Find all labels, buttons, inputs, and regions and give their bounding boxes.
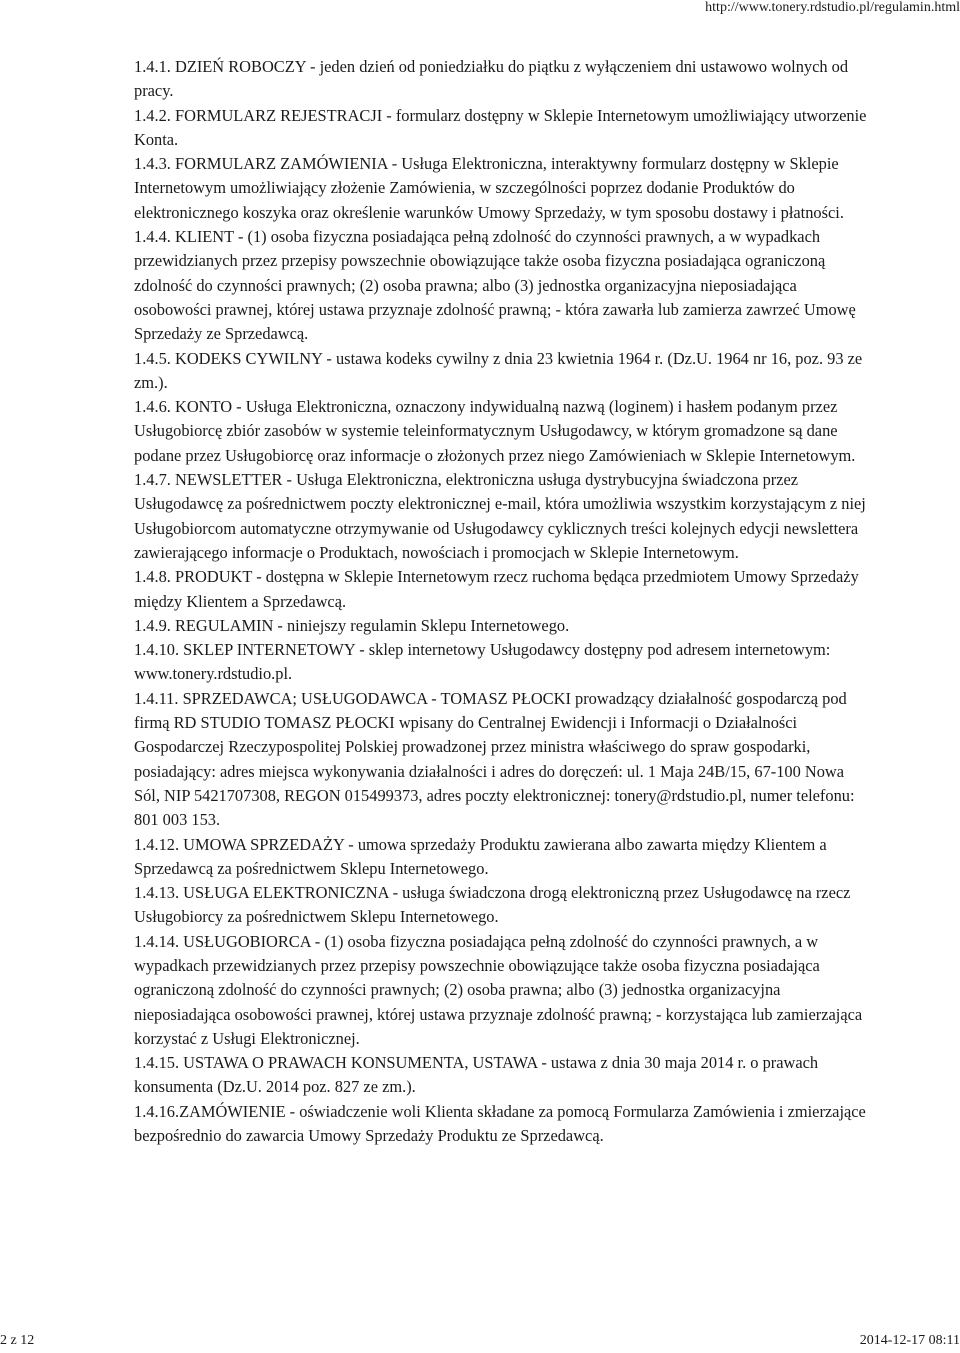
entry-text: USTAWA O PRAWACH KONSUMENTA, USTAWA - ustawa z dnia 30 maja 2014 r. o prawach konsumenta (Dz.U. 2014 poz. 827 ze zm.).: [134, 1053, 819, 1097]
entry-number: 1.4.12.: [134, 834, 180, 854]
definition-entry: [134, 225, 868, 346]
definition-entry: [134, 687, 868, 833]
entry-number: 1.4.13.: [134, 883, 180, 903]
definition-entry: [134, 930, 868, 1051]
entry-text: FORMULARZ REJESTRACJI - formularz dostępny w Sklepie Internetowym umożliwiający utworzenie Konta.: [134, 105, 867, 149]
entry-number: 1.4.2.: [134, 105, 171, 125]
entry-number: 1.4.11.: [134, 688, 179, 708]
entry-number: 1.4.6.: [134, 397, 171, 417]
definitions-list: [134, 55, 868, 1148]
definition-entry: [134, 104, 868, 153]
entry-text: REGULAMIN - niniejszy regulamin Sklepu Internetowego.: [170, 615, 570, 635]
entry-number: 1.4.4.: [134, 227, 171, 247]
page-url: http://www.tonery.rdstudio.pl/regulamin.html: [705, 0, 960, 15]
definition-entry: [134, 638, 868, 687]
entry-number: 1.4.8.: [134, 567, 171, 587]
definition-entry: [134, 395, 868, 468]
entry-number: 1.4.3.: [134, 154, 171, 174]
entry-number: 1.4.1.: [134, 57, 171, 76]
entry-text: DZIEŃ ROBOCZY - jeden dzień od poniedziałku do piątku z wyłączeniem dni ustawowo wolnych od pracy.: [134, 57, 849, 101]
definition-entry: [134, 55, 868, 104]
entry-text: KONTO - Usługa Elektroniczna, oznaczony indywidualną nazwą (loginem) i hasłem podanym przez Usługobiorcę zbiór zasobów w systemie teleinformatycznym Usługodawcy, w którym gromadzone są dane podane przez Usługobiorcę oraz informacje o złożonych przez niego Zamówieniach w Sklepie Internetowym.: [134, 397, 856, 465]
definition-entry: [134, 614, 868, 638]
definition-entry: [134, 1051, 868, 1100]
definition-entry: [134, 881, 868, 930]
entry-number: 1.4.15.: [134, 1053, 180, 1073]
entry-text: SKLEP INTERNETOWY - sklep internetowy Usługodawcy dostępny pod adresem internetowym: www.tonery.rdstudio.pl.: [134, 640, 831, 684]
definition-entry: [134, 833, 868, 882]
entry-number: 1.4.7.: [134, 470, 171, 490]
entry-text: KLIENT - (1) osoba fizyczna posiadająca pełną zdolność do czynności prawnych, a w wypadkach przewidzianych przez przepisy powszechnie obowiązujące także osoba fizyczna posiadająca ograniczoną zdolność do czynności prawnych; (2) osoba prawna; albo (3) jednostka organizacyjna nieposiadająca osobowości prawnej, której ustawa przyznaje zdolność prawną; - która zawarła lub zamierza zawrzeć Umowę Sprzedaży ze Sprzedawcą.: [134, 227, 856, 344]
page-number: 2 z 12: [0, 1333, 35, 1348]
entry-text: SPRZEDAWCA; USŁUGODAWCA - TOMASZ PŁOCKI prowadzący działalność gospodarczą pod firmą RD STUDIO TOMASZ PŁOCKI wpisany do Centralnej Ewidencji i Informacji o Działalności Gospodarczej Rzeczypospolitej Polskiej prowadzonej przez ministra właściwego do spraw gospodarki, posiadający: adres miejsca wykonywania działalności i adres do doręczeń: ul. 1 Maja 24B/15, 67-100 Nowa Sól, NIP 5421707308, REGON 015499373, adres poczty elektronicznej: tonery@rdstudio.pl, numer telefonu: 801 003 153.: [134, 688, 855, 830]
definition-entry: [134, 565, 868, 614]
definition-entry: [134, 152, 868, 225]
entry-text: FORMULARZ ZAMÓWIENIA - Usługa Elektroniczna, interaktywny formularz dostępny w Sklepie Internetowym umożliwiający złożenie Zamówienia, w szczególności poprzez dodanie Produktów do elektronicznego koszyka oraz określenie warunków Umowy Sprzedaży, w tym sposobu dostawy i płatności.: [134, 154, 844, 222]
entry-text: USŁUGA ELEKTRONICZNA - usługa świadczona drogą elektroniczną przez Usługodawcę na rzecz Usługobiorcy za pośrednictwem Sklepu Internetowego.: [134, 883, 851, 927]
entry-text: UMOWA SPRZEDAŻY - umowa sprzedaży Produktu zawierana albo zawarta między Klientem a Sprzedawcą za pośrednictwem Sklepu Internetowego.: [134, 834, 827, 878]
entry-text: NEWSLETTER - Usługa Elektroniczna, elektroniczna usługa dystrybucyjna świadczona przez Usługodawcę za pośrednictwem poczty elektronicznej e-mail, która umożliwia wszystkim korzystającym z niej Usługobiorcom automatyczne otrzymywanie od Usługodawcy cyklicznych treści kolejnych edycji newslettera zawierającego informacje o Produktach, nowościach i promocjach w Sklepie Internetowym.: [134, 470, 866, 562]
entry-text: USŁUGOBIORCA - (1) osoba fizyczna posiadająca pełną zdolność do czynności prawnych, a w wypadkach przewidzianych przez przepisy powszechnie obowiązujące także osoba fizyczna posiadająca ograniczoną zdolność do czynności prawnych; (2) osoba prawna; albo (3) jednostka organizacyjna nieposiadająca osobowości prawnej, której ustawa przyznaje zdolność prawną; - korzystająca lub zamierzająca korzystać z Usługi Elektronicznej.: [134, 931, 863, 1048]
entry-number: 1.4.9.: [134, 615, 171, 635]
entry-number: 1.4.16.: [134, 1101, 180, 1121]
entry-number: 1.4.10.: [134, 640, 180, 660]
definition-entry: [134, 1100, 868, 1149]
entry-text: ZAMÓWIENIE - oświadczenie woli Klienta składane za pomocą Formularza Zamówienia i zmierzające bezpośrednio do zawarcia Umowy Sprzedaży Produktu ze Sprzedawcą.: [134, 1101, 866, 1146]
definition-entry: [134, 347, 868, 396]
entry-text: PRODUKT - dostępna w Sklepie Internetowym rzecz ruchoma będąca przedmiotem Umowy Sprzedaży między Klientem a Sprzedawcą.: [134, 567, 859, 611]
definition-entry: [134, 468, 868, 565]
entry-number: 1.4.5.: [134, 348, 171, 368]
entry-text: KODEKS CYWILNY - ustawa kodeks cywilny z dnia 23 kwietnia 1964 r. (Dz.U. 1964 nr 16, poz. 93 ze zm.).: [134, 348, 863, 392]
print-datetime: 2014-12-17 08:11: [859, 1333, 960, 1348]
entry-number: 1.4.14.: [134, 931, 180, 951]
